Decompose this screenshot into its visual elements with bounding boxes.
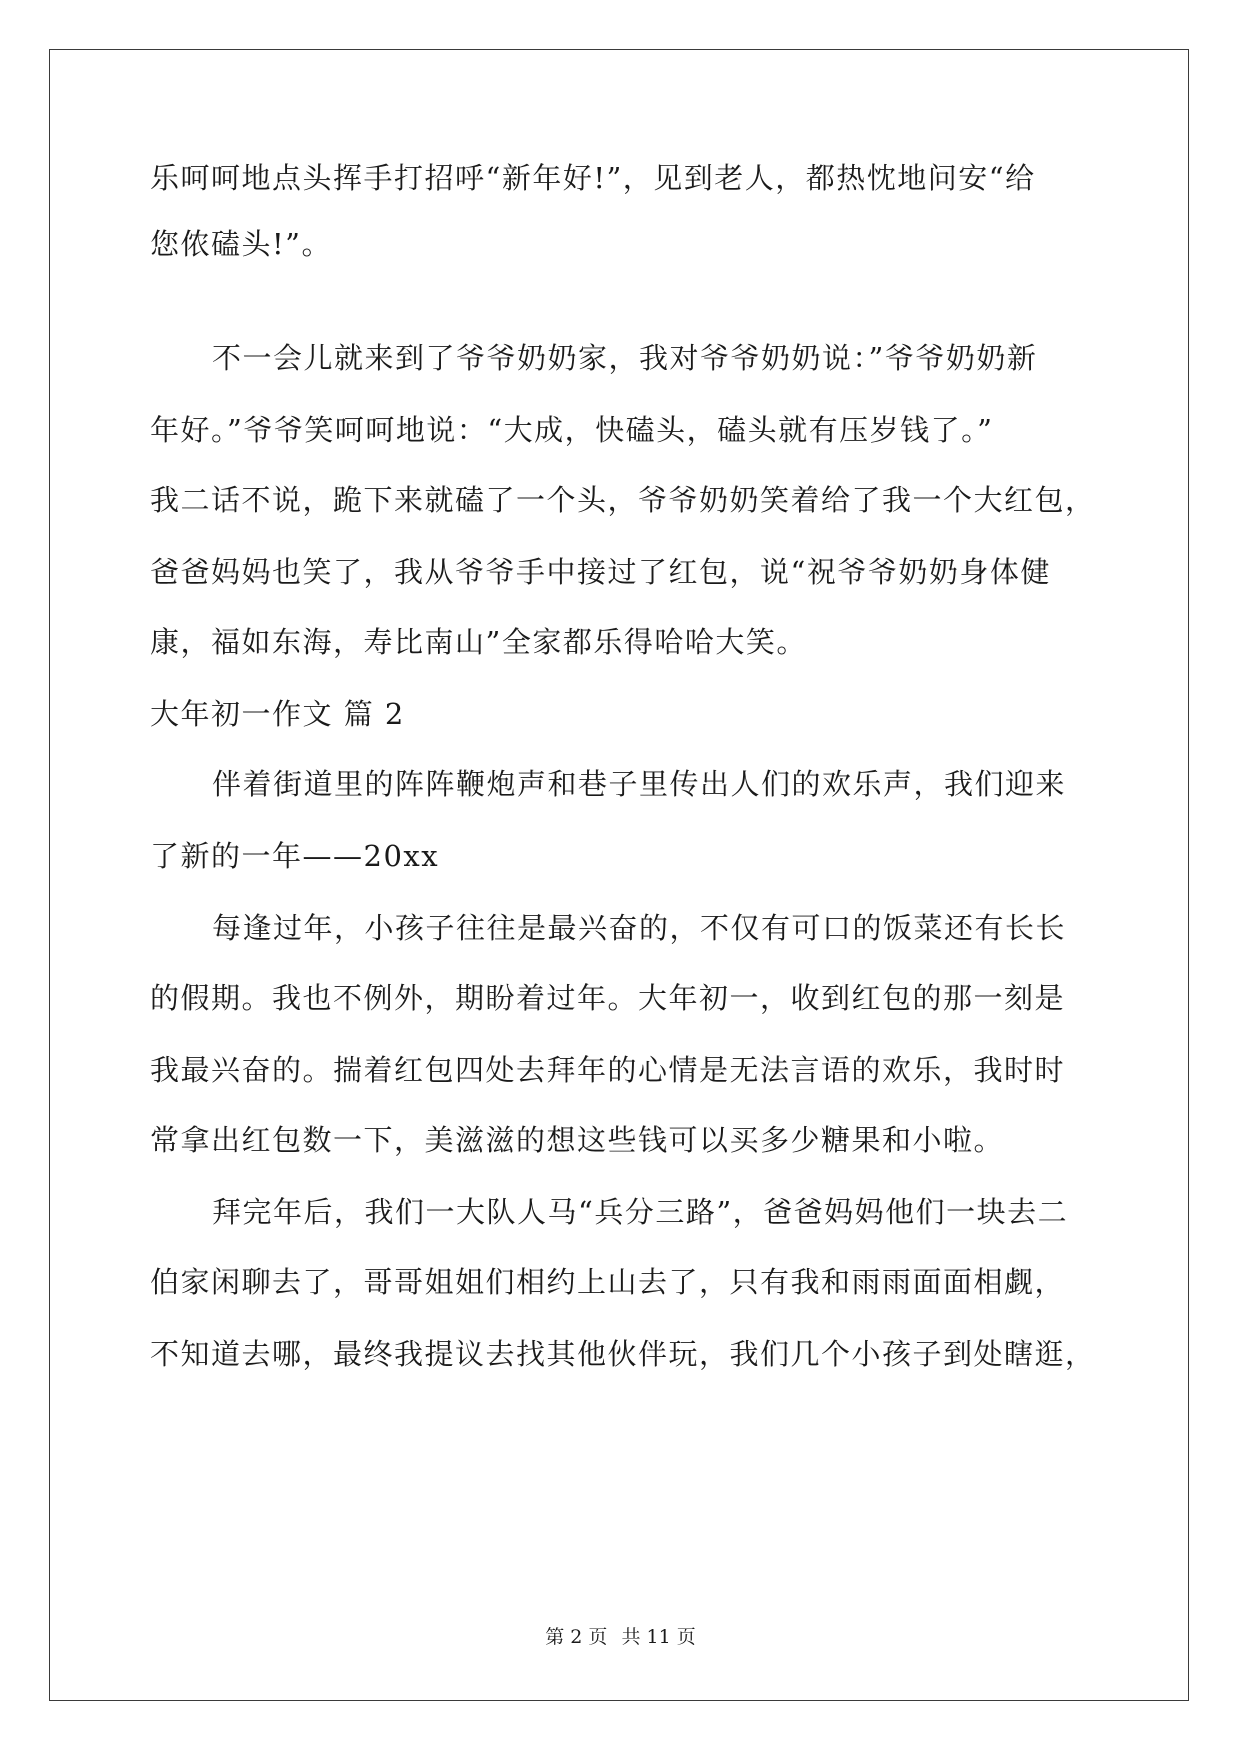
- paragraph-first-line: 每逢过年，小孩子往往是最兴奋的，不仅有可口的饭菜还有长长: [212, 911, 1067, 945]
- text-line: 了新的一年——20xx: [150, 839, 440, 873]
- text-line: 我二话不说，跪下来就磕了一个头，爷爷奶奶笑着给了我一个大红包，: [150, 483, 1096, 517]
- text-line: 康，福如东海，寿比南山”全家都乐得哈哈大笑。: [150, 625, 807, 659]
- text-line: 我最兴奋的。揣着红包四处去拜年的心情是无法言语的欢乐，我时时: [150, 1053, 1066, 1087]
- section-heading: 大年初一作文 篇 2: [150, 697, 405, 731]
- text-line: 乐呵呵地点头挥手打招呼“新年好!”，见到老人，都热忱地问安“给: [150, 161, 1036, 195]
- text-line: 不知道去哪，最终我提议去找其他伙伴玩，我们几个小孩子到处瞎逛，: [150, 1337, 1096, 1371]
- paragraph-first-line: 拜完年后，我们一大队人马“兵分三路”，爸爸妈妈他们一块去二: [212, 1195, 1069, 1229]
- text-line: 爸爸妈妈也笑了，我从爷爷手中接过了红包，说“祝爷爷奶奶身体健: [150, 555, 1051, 589]
- text-line: 的假期。我也不例外，期盼着过年。大年初一，收到红包的那一刻是: [150, 981, 1066, 1015]
- text-line: 伯家闲聊去了，哥哥姐姐们相约上山去了，只有我和雨雨面面相觑，: [150, 1265, 1066, 1299]
- page-total: 共 11 页: [621, 1626, 696, 1648]
- text-line: 常拿出红包数一下，美滋滋的想这些钱可以买多少糖果和小啦。: [150, 1123, 1005, 1157]
- text-line: 年好。”爷爷笑呵呵地说：“大成，快磕头，磕头就有压岁钱了。”: [150, 413, 994, 447]
- page-number: 第 2 页: [545, 1626, 608, 1648]
- page-footer: [0, 1625, 1241, 1649]
- paragraph-first-line: 伴着街道里的阵阵鞭炮声和巷子里传出人们的欢乐声，我们迎来: [212, 767, 1067, 801]
- paragraph-first-line: 不一会儿就来到了爷爷奶奶家，我对爷爷奶奶说：”爷爷奶奶新: [212, 341, 1038, 375]
- text-line: 您侬磕头!”。: [150, 227, 332, 261]
